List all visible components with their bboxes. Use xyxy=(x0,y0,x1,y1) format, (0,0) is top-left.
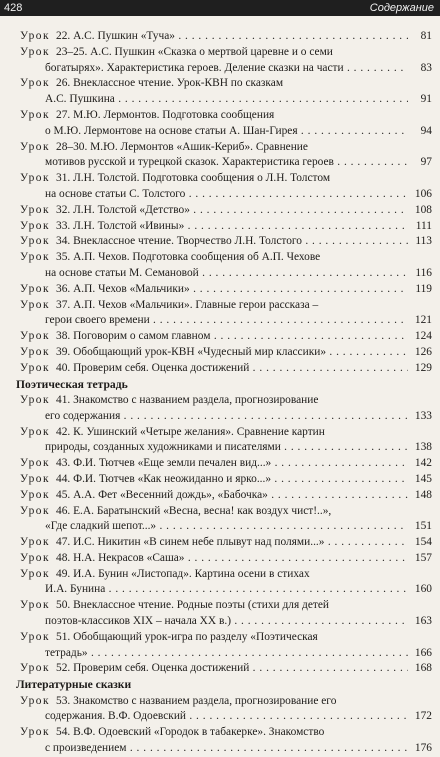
page-ref: 151 xyxy=(412,519,432,535)
toc-entry xyxy=(20,661,432,677)
lesson-label: Урок xyxy=(20,630,50,643)
page-ref: 142 xyxy=(412,456,432,472)
entry-title: 42. К. Ушинский «Четыре желания». Сравнение картин xyxy=(56,425,325,438)
entry-title: 33. Л.Н. Толстой «Ивины» xyxy=(56,219,185,232)
toc-entry xyxy=(20,329,432,345)
entry-title: содержания. В.Ф. Одоевский xyxy=(45,710,187,723)
page-ref: 108 xyxy=(412,203,432,219)
page-ref: 157 xyxy=(412,551,432,567)
lesson-label: Урок xyxy=(20,330,50,343)
lesson-label: Урок xyxy=(20,393,50,406)
page-ref: 168 xyxy=(412,661,432,677)
entry-title: на основе статьи М. Семановой xyxy=(45,266,199,279)
page-ref: 133 xyxy=(412,409,432,425)
toc-entry xyxy=(20,345,432,361)
toc-entry xyxy=(20,29,432,45)
entry-title: его содержания xyxy=(45,409,121,422)
lesson-label: Урок xyxy=(20,488,50,501)
lesson-label: Урок xyxy=(20,567,50,580)
entry-title: 31. Л.Н. Толстой. Подготовка сообщения о Л.Н. Толстом xyxy=(56,172,331,185)
page-ref: 138 xyxy=(412,440,432,456)
page-number: 428 xyxy=(4,2,23,14)
toc-entry xyxy=(20,298,432,314)
page-ref: 83 xyxy=(418,61,432,77)
toc-entry xyxy=(20,725,432,741)
entry-title: 23–25. А.С. Пушкин «Сказка о мертвой царевне и о семи xyxy=(56,45,333,58)
toc-entry-continuation xyxy=(20,519,432,535)
lesson-label: Урок xyxy=(20,457,50,470)
toc-entry xyxy=(20,535,432,551)
toc-entry xyxy=(20,108,432,124)
page-ref: 116 xyxy=(412,266,432,282)
toc-entry-continuation xyxy=(20,187,432,203)
entry-title: 34. Внеклассное чтение. Творчество Л.Н. Толстого xyxy=(56,235,302,248)
page-ref: 119 xyxy=(412,282,432,298)
entry-title: 44. Ф.И. Тютчев «Как неожиданно и ярко...» xyxy=(56,472,272,485)
page-ref: 163 xyxy=(412,614,432,630)
toc-entry-continuation xyxy=(20,741,432,757)
lesson-label: Урок xyxy=(20,140,50,153)
toc-entry xyxy=(20,250,432,266)
toc-entry xyxy=(20,140,432,156)
entry-title: 46. Е.А. Баратынский «Весна, весна! как воздух чист!..», xyxy=(56,504,332,517)
page-ref: 176 xyxy=(412,741,432,757)
toc-entry xyxy=(20,630,432,646)
page-ref: 126 xyxy=(412,345,432,361)
lesson-label: Урок xyxy=(20,726,50,739)
entry-title: 41. Знакомство с названием раздела, прогнозирование xyxy=(56,393,319,406)
toc-entry-continuation xyxy=(20,124,432,140)
section-title: Содержание xyxy=(369,2,434,14)
entry-title: о М.Ю. Лермонтове на основе статьи А. Шан-Гирея xyxy=(45,124,298,137)
page-ref: 91 xyxy=(418,92,432,108)
entry-title: 36. А.П. Чехов «Мальчики» xyxy=(56,282,190,295)
page-ref: 160 xyxy=(412,582,432,598)
lesson-label: Урок xyxy=(20,203,50,216)
page-ref: 154 xyxy=(412,535,432,551)
lesson-label: Урок xyxy=(20,504,50,517)
page-ref: 166 xyxy=(412,646,432,662)
lesson-label: Урок xyxy=(20,282,50,295)
entry-title: 39. Обобщающий урок-КВН «Чудесный мир классики» xyxy=(56,345,327,358)
toc-entry xyxy=(20,282,432,298)
toc-entry xyxy=(20,171,432,187)
entry-title: 28–30. М.Ю. Лермонтов «Ашик-Кериб». Сравнение xyxy=(56,140,308,153)
toc-entry xyxy=(20,234,432,250)
page-ref: 172 xyxy=(412,709,432,725)
page-header xyxy=(0,0,440,16)
page-ref: 94 xyxy=(418,124,432,140)
lesson-label: Урок xyxy=(20,251,50,264)
section-heading: Литературные сказки xyxy=(16,678,132,692)
lesson-label: Урок xyxy=(20,551,50,564)
lesson-label: Урок xyxy=(20,425,50,438)
toc-entry-continuation xyxy=(20,614,432,630)
page-ref: 111 xyxy=(413,219,432,235)
page-ref: 124 xyxy=(412,329,432,345)
toc-entry xyxy=(20,488,432,504)
lesson-label: Урок xyxy=(20,345,50,358)
entry-title: природы, созданных художниками и писателями xyxy=(45,441,281,454)
entry-title: «Где сладкий шепот...» xyxy=(45,520,157,533)
toc-entry xyxy=(20,456,432,472)
entry-title: 45. А.А. Фет «Весенний дождь», «Бабочка» xyxy=(56,488,268,501)
entry-title: с произведением xyxy=(45,742,127,755)
page-ref: 81 xyxy=(418,29,432,45)
page-ref: 113 xyxy=(412,234,432,250)
toc-entry xyxy=(20,203,432,219)
toc-entry xyxy=(20,393,432,409)
page-ref: 121 xyxy=(412,313,432,329)
lesson-label: Урок xyxy=(20,219,50,232)
entry-title: 52. Проверим себя. Оценка достижений xyxy=(56,662,250,675)
lesson-label: Урок xyxy=(20,361,50,374)
lesson-label: Урок xyxy=(20,235,50,248)
entry-title: мотивов русской и турецкой сказок. Характеристика героев xyxy=(45,156,334,169)
page-ref: 129 xyxy=(412,361,432,377)
page-ref: 145 xyxy=(412,472,432,488)
toc-entry-continuation xyxy=(20,440,432,456)
entry-title: 47. И.С. Никитин «В синем небе плывут над полями...» xyxy=(56,536,325,549)
toc-entry-continuation xyxy=(20,155,432,171)
entry-title: 27. М.Ю. Лермонтов. Подготовка сообщения xyxy=(56,108,275,121)
entry-title: богатырях». Характеристика героев. Деление сказки на части xyxy=(45,61,344,74)
toc-entry-continuation xyxy=(20,266,432,282)
toc-entry-continuation xyxy=(20,646,432,662)
lesson-label: Урок xyxy=(20,472,50,485)
entry-title: герои своего времени xyxy=(45,314,150,327)
entry-title: на основе статьи С. Толстого xyxy=(45,187,186,200)
lesson-label: Урок xyxy=(20,45,50,58)
lesson-label: Урок xyxy=(20,108,50,121)
toc-entry-continuation xyxy=(20,61,432,77)
toc-entry-continuation xyxy=(20,92,432,108)
toc-entry xyxy=(20,567,432,583)
lesson-label: Урок xyxy=(20,536,50,549)
lesson-label: Урок xyxy=(20,694,50,707)
toc-entry-continuation xyxy=(20,409,432,425)
entry-title: 22. А.С. Пушкин «Туча» xyxy=(56,30,175,42)
toc-entry xyxy=(20,361,432,377)
toc-entry xyxy=(20,425,432,441)
entry-title: 26. Внеклассное чтение. Урок-КВН по сказкам xyxy=(56,77,284,90)
toc-entry xyxy=(20,504,432,520)
entry-title: 49. И.А. Бунин «Листопад». Картина осени в стихах xyxy=(56,567,310,580)
lesson-label: Урок xyxy=(20,172,50,185)
entry-title: 38. Поговорим о самом главном xyxy=(56,330,211,343)
lesson-label: Урок xyxy=(20,662,50,675)
table-of-contents xyxy=(16,29,432,757)
toc-entry xyxy=(20,472,432,488)
entry-title: тетрадь» xyxy=(45,646,88,659)
toc-entry-continuation xyxy=(20,313,432,329)
lesson-label: Урок xyxy=(20,298,50,311)
lesson-label: Урок xyxy=(20,30,50,42)
toc-entry xyxy=(20,598,432,614)
entry-title: 54. В.Ф. Одоевский «Городок в табакерке». Знакомство xyxy=(56,726,325,739)
lesson-label: Урок xyxy=(20,77,50,90)
entry-title: 40. Проверим себя. Оценка достижений xyxy=(56,361,250,374)
entry-title: 37. А.П. Чехов «Мальчики». Главные герои рассказа – xyxy=(56,298,319,311)
entry-title: 43. Ф.И. Тютчев «Еще земли печален вид...» xyxy=(56,457,272,470)
entry-title: 32. Л.Н. Толстой «Детство» xyxy=(56,203,190,216)
lesson-label: Урок xyxy=(20,599,50,612)
toc-entry xyxy=(20,219,432,235)
entry-title: И.А. Бунина xyxy=(45,583,106,596)
entry-title: 50. Внеклассное чтение. Родные поэты (стихи для детей xyxy=(56,599,330,612)
entry-title: 48. Н.А. Некрасов «Саша» xyxy=(56,551,185,564)
entry-title: 53. Знакомство с названием раздела, прогнозирование его xyxy=(56,694,337,707)
toc-entry xyxy=(20,76,432,92)
page-ref: 106 xyxy=(412,187,432,203)
entry-title: А.С. Пушкина xyxy=(45,93,115,106)
toc-entry xyxy=(20,45,432,61)
section-heading: Поэтическая тетрадь xyxy=(16,377,128,391)
entry-title: 35. А.П. Чехов. Подготовка сообщения об А.П. Чехове xyxy=(56,251,321,264)
entry-title: 51. Обобщающий урок-игра по разделу «Поэтическая xyxy=(56,630,318,643)
entry-title: поэтов-классиков XIX – начала XX в.) xyxy=(45,615,231,628)
toc-entry xyxy=(20,551,432,567)
page-ref: 97 xyxy=(418,155,432,171)
toc-entry xyxy=(20,694,432,710)
page-ref: 148 xyxy=(412,488,432,504)
toc-entry-continuation xyxy=(20,582,432,598)
